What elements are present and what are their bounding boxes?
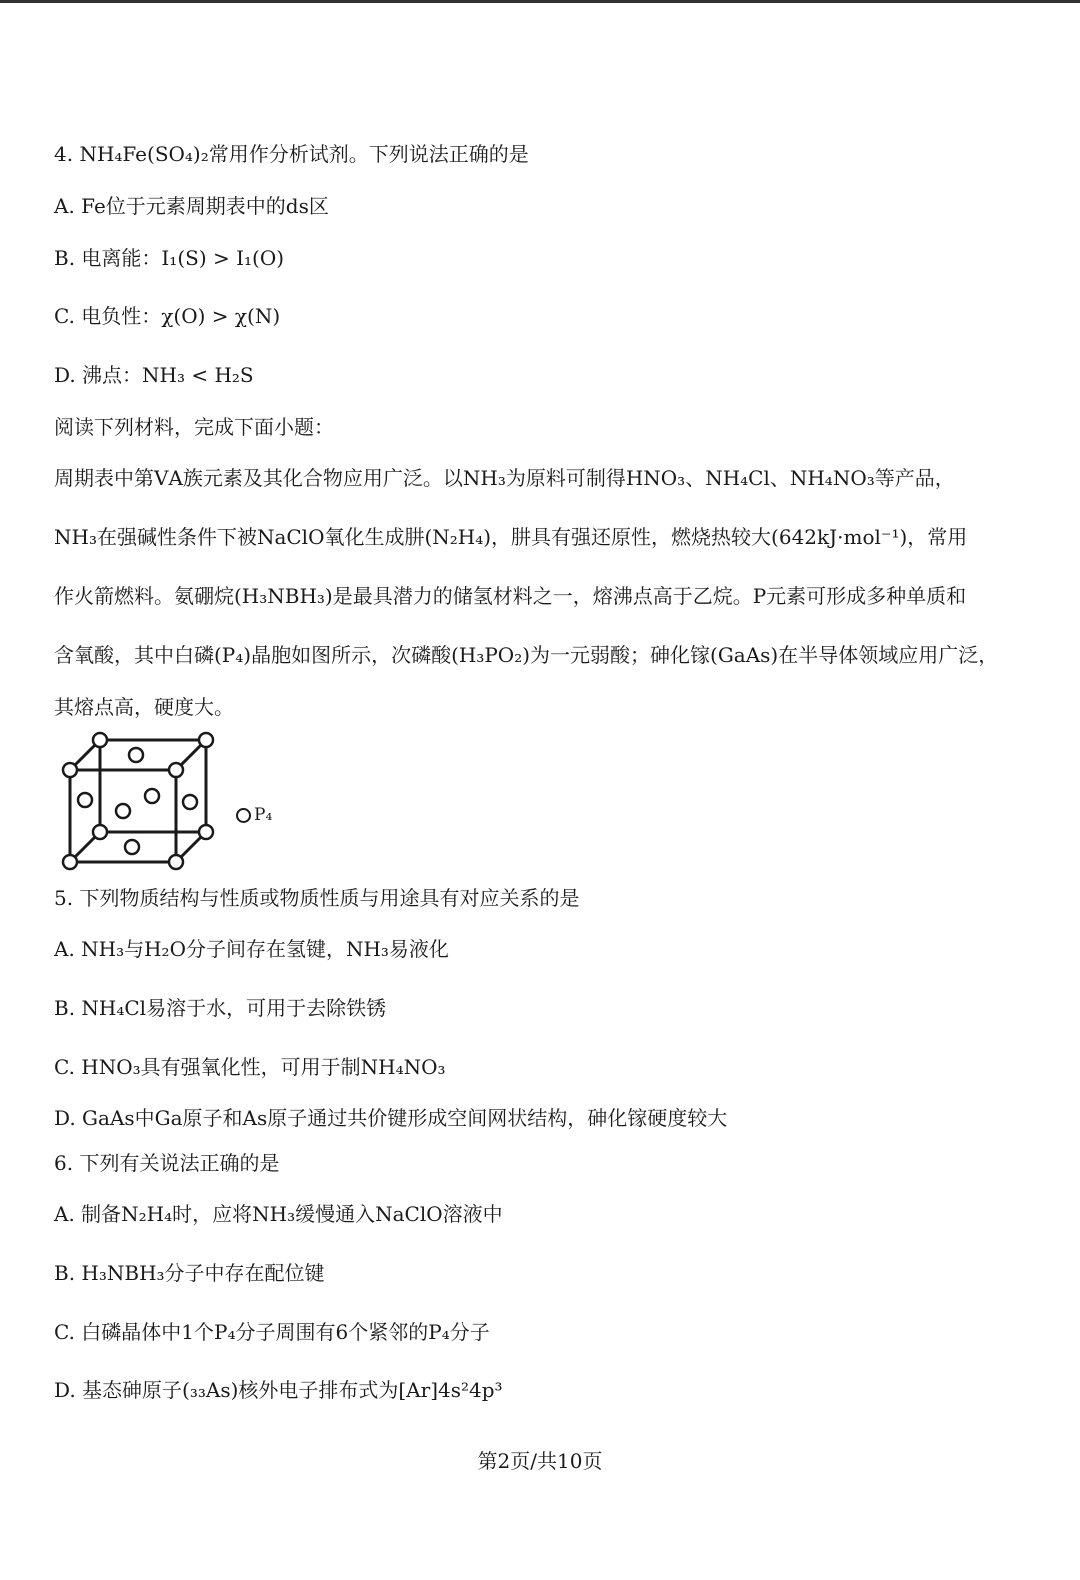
corner-molecule — [63, 763, 77, 777]
question-4-option-c: C. 电负性：χ(O) > χ(N) — [54, 304, 281, 328]
reading-instruction: 阅读下列材料，完成下面小题： — [54, 415, 334, 439]
question-5-option-c: C. HNO₃具有强氧化性，可用于制NH₄NO₃ — [54, 1055, 446, 1079]
question-6-option-c: C. 白磷晶体中1个P₄分子周围有6个紧邻的P₄分子 — [54, 1320, 490, 1344]
question-4-option-b: B. 电离能：I₁(S) > I₁(O) — [54, 246, 285, 270]
question-6-option-d: D. 基态砷原子(₃₃As)核外电子排布式为[Ar]4s²4p³ — [54, 1378, 503, 1402]
top-border — [0, 0, 1080, 3]
corner-molecule — [93, 825, 107, 839]
question-4-option-d: D. 沸点：NH₃ < H₂S — [54, 363, 254, 387]
material-line-5: 其熔点高，硬度大。 — [54, 695, 234, 719]
question-4-option-a: A. Fe位于元素周期表中的ds区 — [54, 194, 329, 218]
question-5-option-a: A. NH₃与H₂O分子间存在氢键，NH₃易液化 — [54, 937, 449, 961]
material-line-3: 作火箭燃料。氨硼烷(H₃NBH₃)是最具潜力的储氢材料之一，熔沸点高于乙烷。P元素可形成多种单质和 — [54, 584, 967, 608]
face-center-molecule — [129, 748, 143, 762]
question-5-option-d: D. GaAs中Ga原子和As原子通过共价键形成空间网状结构，砷化镓硬度较大 — [54, 1106, 728, 1130]
corner-molecule — [169, 855, 183, 869]
page-number: 第2页/共10页 — [477, 1449, 603, 1473]
face-center-molecule — [116, 804, 130, 818]
question-5-option-b: B. NH₄Cl易溶于水，可用于去除铁锈 — [54, 996, 387, 1020]
face-center-molecule — [125, 840, 139, 854]
legend-label: P₄ — [254, 805, 273, 825]
corner-molecule — [199, 825, 213, 839]
figure-legend — [236, 803, 272, 827]
face-center-molecule — [145, 789, 159, 803]
face-center-molecule — [183, 795, 197, 809]
question-4-stem: 4. NH₄Fe(SO₄)₂常用作分析试剂。下列说法正确的是 — [54, 142, 529, 166]
question-6-option-b: B. H₃NBH₃分子中存在配位键 — [54, 1261, 325, 1285]
question-6-stem: 6. 下列有关说法正确的是 — [54, 1151, 280, 1175]
material-line-2: NH₃在强碱性条件下被NaClO氧化生成肼(N₂H₄)，肼具有强还原性，燃烧热较大(642kJ·mol⁻¹)，常用 — [54, 525, 968, 549]
circle-icon — [236, 808, 251, 823]
corner-molecule — [199, 733, 213, 747]
material-line-4: 含氧酸，其中白磷(P₄)晶胞如图所示，次磷酸(H₃PO₂)为一元弱酸；砷化镓(GaAs)在半导体领域应用广泛， — [54, 643, 999, 667]
corner-molecule — [169, 763, 183, 777]
white-phosphorus-unit-cell-figure — [56, 728, 226, 878]
corner-molecule — [63, 855, 77, 869]
question-6-option-a: A. 制备N₂H₄时，应将NH₃缓慢通入NaClO溶液中 — [54, 1202, 503, 1226]
question-5-stem: 5. 下列物质结构与性质或物质性质与用途具有对应关系的是 — [54, 886, 580, 910]
material-line-1: 周期表中第ⅤA族元素及其化合物应用广泛。以NH₃为原料可制得HNO₃、NH₄Cl、NH₄NO₃等产品， — [54, 466, 955, 490]
corner-molecule — [93, 733, 107, 747]
face-center-molecule — [78, 793, 92, 807]
